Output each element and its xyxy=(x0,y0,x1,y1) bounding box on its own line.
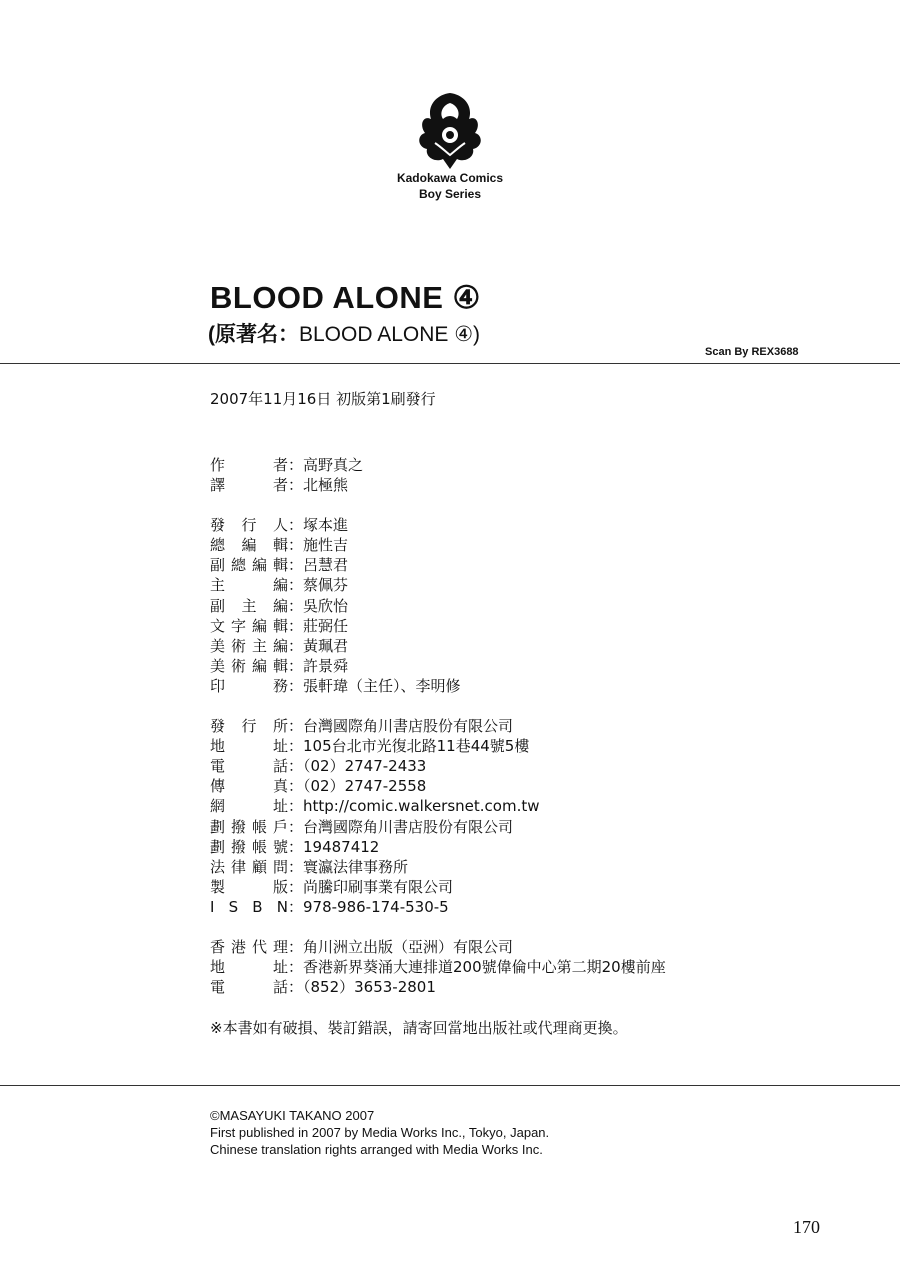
credit-label-char: 問 xyxy=(272,857,288,876)
credit-label-char: 法 xyxy=(210,857,226,876)
credit-label-char: 話 xyxy=(272,978,288,997)
credit-label-char: 副 xyxy=(210,596,226,615)
credit-label-char: 電 xyxy=(210,757,226,776)
credit-label xyxy=(210,817,288,837)
credit-label xyxy=(210,937,288,957)
translation-rights-line: Chinese translation rights arranged with Media Works Inc. xyxy=(210,1142,543,1157)
credit-label-char: 輯 xyxy=(272,616,288,635)
credit-label xyxy=(210,796,288,816)
credit-label-char: 副 xyxy=(210,556,226,575)
credit-label-char: 所 xyxy=(272,717,288,736)
credit-label-char: 輯 xyxy=(272,536,288,555)
credit-label-char: 劃 xyxy=(210,837,226,856)
credit-label-char: 印 xyxy=(210,676,226,695)
credit-row xyxy=(210,535,666,555)
credit-row xyxy=(210,616,666,636)
credit-row xyxy=(210,455,666,475)
bottom-divider xyxy=(0,1085,900,1086)
credit-label xyxy=(210,455,288,475)
credit-row xyxy=(210,756,666,776)
credit-label xyxy=(210,756,288,776)
credit-value: ：http://comic.walkersnet.com.tw xyxy=(288,797,540,816)
credit-label-char: 發 xyxy=(210,717,226,736)
credit-label-char: S xyxy=(228,897,239,916)
credit-label-char: 主 xyxy=(210,576,226,595)
credit-value: ：吳欣怡 xyxy=(288,596,349,615)
credit-row xyxy=(210,636,666,656)
credit-label xyxy=(210,555,288,575)
credit-value: ：（02）2747-2558 xyxy=(288,777,427,796)
credit-row xyxy=(210,977,666,997)
logo-line-1: Kadokawa Comics xyxy=(396,171,504,185)
credit-value: ：978-986-174-530-5 xyxy=(288,897,449,916)
credit-label-char: 編 xyxy=(251,556,267,575)
credit-row xyxy=(210,897,666,917)
credit-value: ：施性吉 xyxy=(288,536,349,555)
credit-label xyxy=(210,897,288,917)
credit-value: ：尚騰印刷事業有限公司 xyxy=(288,877,454,896)
credit-label xyxy=(210,736,288,756)
credit-label-char: 術 xyxy=(230,656,246,675)
credit-row xyxy=(210,877,666,897)
credit-label-char: 址 xyxy=(272,737,288,756)
credit-label-char: 址 xyxy=(272,958,288,977)
credit-value: ：香港新界葵涌大連排道200號偉倫中心第二期20樓前座 xyxy=(288,958,666,977)
credit-value: ：張軒瑋（主任）、李明修 xyxy=(288,676,461,695)
credit-value: ：台灣國際角川書店股份有限公司 xyxy=(288,717,514,736)
credit-label-char: 者 xyxy=(272,456,288,474)
credit-label xyxy=(210,957,288,977)
credit-value: ：（02）2747-2433 xyxy=(288,757,427,776)
credit-label xyxy=(210,857,288,877)
credit-label-char: 人 xyxy=(272,516,288,535)
group-spacer xyxy=(210,696,666,716)
credit-label-char: 地 xyxy=(210,737,226,756)
credit-row xyxy=(210,937,666,957)
credit-label-char: 撥 xyxy=(230,817,246,836)
credit-label-char: 編 xyxy=(241,536,257,555)
first-published-line: First published in 2007 by Media Works Inc., Tokyo, Japan. xyxy=(210,1125,550,1140)
group-spacer xyxy=(210,917,666,937)
credit-label xyxy=(210,636,288,656)
credit-label-char: 行 xyxy=(241,717,257,736)
credit-label xyxy=(210,716,288,736)
credit-label xyxy=(210,616,288,636)
credit-row xyxy=(210,736,666,756)
credit-label-char: N xyxy=(276,897,288,916)
credit-label-char: 編 xyxy=(272,576,288,595)
credit-label xyxy=(210,877,288,897)
book-title: BLOOD ALONE ④ xyxy=(210,280,481,315)
credit-value: ：黃珮君 xyxy=(288,636,349,655)
credit-label-char: 傳 xyxy=(210,777,226,796)
credit-label xyxy=(210,515,288,535)
credit-value: ：105台北市光復北路11巷44號5樓 xyxy=(288,737,530,756)
credit-row xyxy=(210,857,666,877)
credit-label xyxy=(210,575,288,595)
credit-label-char: 話 xyxy=(272,757,288,776)
credit-label-char: B xyxy=(252,897,263,916)
credit-label-char: 製 xyxy=(210,877,226,896)
credit-value: ：寰瀛法律事務所 xyxy=(288,857,409,876)
credit-value: ：角川洲立出版（亞洲）有限公司 xyxy=(288,937,514,956)
credit-label-char: 編 xyxy=(272,596,288,615)
credit-value: ：呂慧君 xyxy=(288,556,349,575)
credit-row xyxy=(210,957,666,977)
credit-row xyxy=(210,515,666,535)
credit-label-char: 理 xyxy=(272,937,288,956)
credit-row xyxy=(210,817,666,837)
credit-label-char: 真 xyxy=(272,777,288,796)
credit-label-char: 帳 xyxy=(251,837,267,856)
credit-label-char: 美 xyxy=(210,656,226,675)
credit-label-char: 帳 xyxy=(251,817,267,836)
original-title xyxy=(208,318,480,348)
credit-label xyxy=(210,475,288,495)
credits-list xyxy=(210,455,666,997)
credit-label-char: 術 xyxy=(230,636,246,655)
credit-value: ：（852）3653-2801 xyxy=(288,978,436,997)
credit-label-char: 地 xyxy=(210,958,226,977)
credit-label-char: 撥 xyxy=(230,837,246,856)
credit-label-char: 址 xyxy=(272,797,288,816)
top-divider xyxy=(0,363,900,364)
copyright-block xyxy=(210,1107,549,1158)
credit-label-char: 字 xyxy=(230,616,246,635)
credit-row xyxy=(210,776,666,796)
credit-label-char: 網 xyxy=(210,797,226,816)
credit-label-char: 號 xyxy=(272,837,288,856)
credit-row xyxy=(210,716,666,736)
credit-label-char: 編 xyxy=(251,616,267,635)
credit-label-char: 行 xyxy=(241,516,257,535)
credit-label-char: 主 xyxy=(241,596,257,615)
credit-value: ：北極熊 xyxy=(288,476,349,495)
phoenix-emblem-icon xyxy=(405,85,495,175)
credit-row xyxy=(210,837,666,857)
credit-label xyxy=(210,776,288,796)
credit-label-char: 發 xyxy=(210,516,226,535)
credit-label-char: 電 xyxy=(210,978,226,997)
credit-label-char: 者 xyxy=(272,476,288,495)
credit-value: ：高野真之 xyxy=(288,456,364,474)
credit-label-char: 文 xyxy=(210,616,226,635)
credit-label xyxy=(210,837,288,857)
credit-value: ：莊弼任 xyxy=(288,616,349,635)
credit-label-char: 輯 xyxy=(272,556,288,575)
credit-label-char: 編 xyxy=(251,656,267,675)
original-title-prefix: (原著名： xyxy=(208,323,299,346)
credit-label-char: 版 xyxy=(272,877,288,896)
publication-date: 2007年11月16日 初版第1刷發行 xyxy=(210,390,436,408)
credit-row xyxy=(210,796,666,816)
credit-label-char: 美 xyxy=(210,636,226,655)
credit-label-char: 譯 xyxy=(210,476,226,495)
credit-label-char: 總 xyxy=(230,556,246,575)
credit-value: ：蔡佩芬 xyxy=(288,576,349,595)
copyright-line: ©MASAYUKI TAKANO 2007 xyxy=(210,1108,375,1123)
notice: ※本書如有破損、裝訂錯誤，請寄回當地出版社或代理商更換。 xyxy=(210,1019,628,1037)
credit-label-char: 總 xyxy=(210,536,226,555)
group-spacer xyxy=(210,495,666,515)
original-title-name: BLOOD ALONE ④) xyxy=(299,323,481,346)
credit-label-char: 主 xyxy=(251,636,267,655)
credit-label xyxy=(210,596,288,616)
credit-row xyxy=(210,555,666,575)
credit-label-char: 劃 xyxy=(210,817,226,836)
credit-row xyxy=(210,676,666,696)
credit-label xyxy=(210,676,288,696)
credit-label-char: 代 xyxy=(251,937,267,956)
credit-value: ：塚本進 xyxy=(288,516,349,535)
credit-label-char: 編 xyxy=(272,636,288,655)
logo-line-2: Boy Series xyxy=(418,187,482,201)
credit-row xyxy=(210,656,666,676)
credit-value: ：19487412 xyxy=(288,837,380,856)
scan-credit: Scan By REX3688 xyxy=(705,346,799,358)
credit-row xyxy=(210,596,666,616)
logo-caption xyxy=(350,170,550,202)
credit-label-char: 香 xyxy=(210,937,226,956)
credit-label xyxy=(210,535,288,555)
credit-value: ：許景舜 xyxy=(288,656,349,675)
credit-label-char: 顧 xyxy=(251,857,267,876)
credit-row xyxy=(210,575,666,595)
credit-label-char: 務 xyxy=(272,676,288,695)
credit-label-char: I xyxy=(210,897,215,916)
page-number: 170 xyxy=(793,1217,820,1237)
credit-label xyxy=(210,977,288,997)
credit-row xyxy=(210,475,666,495)
credit-label-char: 作 xyxy=(210,456,226,474)
credit-label xyxy=(210,656,288,676)
credit-value: ：台灣國際角川書店股份有限公司 xyxy=(288,817,514,836)
credit-label-char: 港 xyxy=(230,937,246,956)
credit-label-char: 律 xyxy=(230,857,246,876)
credit-label-char: 輯 xyxy=(272,656,288,675)
credit-label-char: 戶 xyxy=(272,817,288,836)
